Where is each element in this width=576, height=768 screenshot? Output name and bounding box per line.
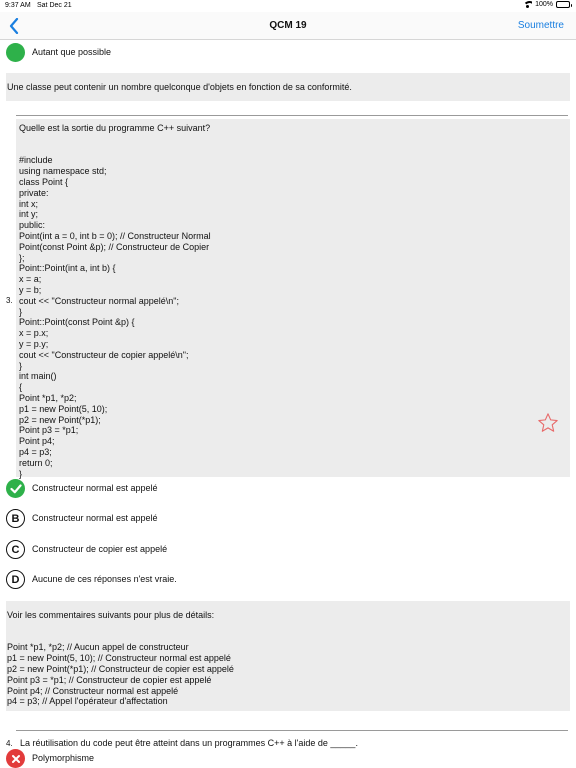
option-a[interactable] bbox=[0, 476, 576, 502]
status-date: Sat Dec 21 bbox=[37, 2, 72, 9]
question-number: 4. bbox=[6, 739, 13, 748]
option-d[interactable] bbox=[0, 567, 576, 593]
previous-answer-row[interactable] bbox=[0, 40, 576, 66]
nav-bar bbox=[0, 12, 576, 40]
star-outline-icon[interactable] bbox=[537, 412, 559, 434]
option-b-label: Constructeur normal est appelé bbox=[32, 513, 158, 523]
question-text: La réutilisation du code peut être atteint dans un programmes C++ à l'aide de _____. bbox=[20, 738, 358, 748]
question-text: Quelle est la sortie du programme C++ suivant? #include using namespace std; class Point { private: int x; int y; public: Point(int a = 0, int b = 0); // Constructeur Normal Point(const Point &p); // Constructeur de Copier }; Point::Point(int a, int b) { x = a; y = b; cout << "Constructeur normal appelé\n"; } Point::Point(const Point &p) { x = p.x; y = p.y; cout << "Constructeur de copier appelé\n"; } int main() { Point *p1, *p2; p1 = new Point(5, 10); p2 = new Point(*p1); Point p3 = *p1; Point p4; p4 = p3; return 0; } bbox=[16, 119, 570, 477]
option-c-label: Constructeur de copier est appelé bbox=[32, 544, 168, 554]
q4-option-a[interactable] bbox=[0, 746, 576, 768]
option-letter-b: B bbox=[6, 509, 25, 528]
option-a-label: Constructeur normal est appelé bbox=[32, 483, 158, 493]
option-letter-c: C bbox=[6, 540, 25, 559]
status-right bbox=[523, 1, 570, 8]
option-c[interactable] bbox=[0, 537, 576, 563]
page-title: QCM 19 bbox=[269, 20, 307, 31]
question-divider bbox=[16, 115, 568, 116]
answer-explanation: Voir les commentaires suivants pour plus de détails: Point *p1, *p2; // Aucun appel de constructeur p1 = new Point(5, 10); // Constructeur normal est appelé p2 = new Point(*p1); // Constructeur de copier est appelé Point p3 = *p1; // Constructeur de copier est appelé Point p4; // Constructeur normal est appelé p4 = p3; // Appel l'opérateur d'affectation bbox=[6, 601, 570, 711]
wifi-icon bbox=[523, 1, 532, 8]
battery-icon bbox=[556, 1, 570, 8]
submit-button[interactable]: Soumettre bbox=[517, 20, 564, 31]
previous-answer-label: Autant que possible bbox=[32, 47, 112, 57]
question-number: 3. bbox=[6, 296, 13, 305]
question-divider bbox=[16, 730, 568, 731]
option-letter-d: D bbox=[6, 570, 25, 589]
check-icon bbox=[6, 479, 25, 498]
battery-percent: 100% bbox=[535, 1, 553, 8]
selected-answer-icon bbox=[6, 43, 25, 62]
option-d-label: Aucune de ces réponses n'est vraie. bbox=[32, 574, 177, 584]
status-bar bbox=[0, 0, 576, 12]
status-time: 9:37 AM bbox=[5, 2, 31, 9]
q4-option-a-label: Polymorphisme bbox=[32, 753, 95, 763]
option-b[interactable] bbox=[0, 506, 576, 532]
cross-icon bbox=[6, 749, 25, 768]
previous-explanation: Une classe peut contenir un nombre quelconque d'objets en fonction de sa conformité. bbox=[6, 73, 570, 101]
